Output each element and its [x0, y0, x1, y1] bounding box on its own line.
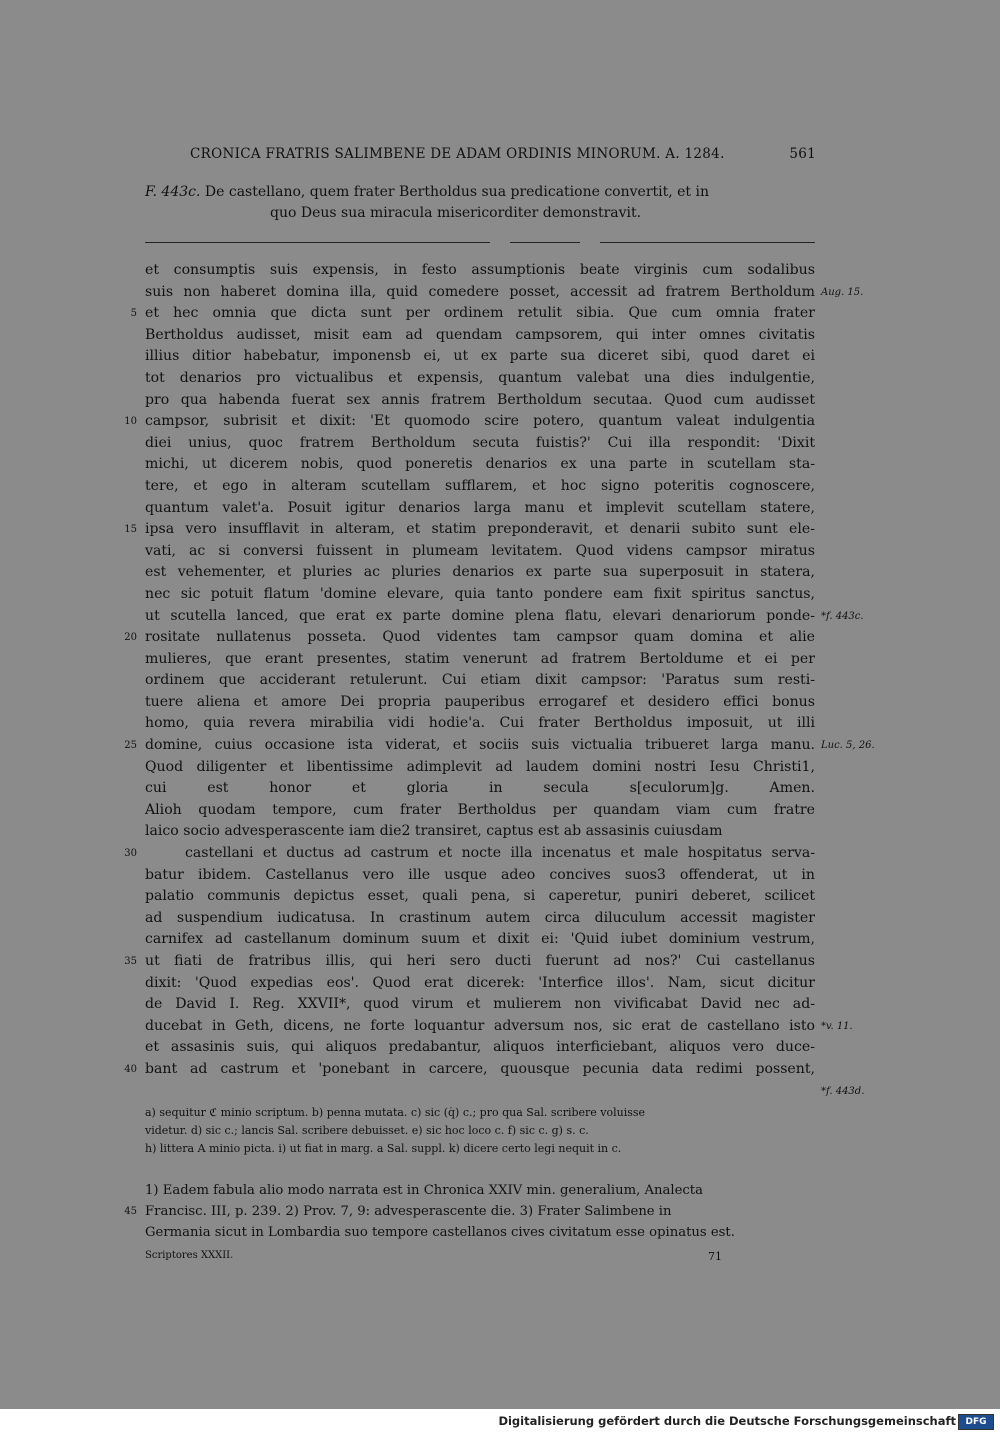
- line-text: Bertholdus audisset, misit eam ad quendam campsorem, qui inter omnes civitatis: [145, 326, 815, 343]
- line-text: mulieres, que erant presentes, statim venerunt ad fratrem Bertoldume et ei per: [145, 650, 815, 667]
- running-title: CRONICA FRATRIS SALIMBENE DE ADAM ORDINIS MINORUM. A. 1284.: [190, 146, 725, 162]
- text-line: [145, 908, 815, 930]
- main-text: [124, 260, 875, 1097]
- line-text: castellani et ductus ad castrum et nocte illa incenatus et male hospitatus serva-: [185, 845, 815, 862]
- margin-note: *v. 11.: [821, 1020, 853, 1032]
- divider-rule: [510, 242, 580, 243]
- text-line: [145, 368, 815, 390]
- text-line: [124, 1059, 865, 1097]
- line-text: Alioh quodam tempore, cum frater Bertholdus per quandam viam cum fratre: [145, 801, 815, 818]
- text-line: [145, 973, 815, 995]
- line-text: dixit: 'Quod expedias eos'. Quod erat dicerek: 'Interfice illos'. Nam, sicut dicitur: [145, 974, 815, 991]
- text-line: [145, 498, 815, 520]
- line-number: 10: [124, 416, 137, 428]
- apparatus-line: videtur. d) sic c.; lancis Sal. scribere debuisset. e) sic hoc loco c. f) sic c. g) s. c.: [145, 1124, 589, 1137]
- line-text: diei unius, quoc fratrem Bertholdum secuta fuistis?' Cui illa respondit: 'Dixit: [145, 434, 815, 451]
- line-text: de David I. Reg. XXVII*, quod virum et mulierem non vivificabat David nec ad-: [145, 996, 815, 1013]
- text-line: [145, 649, 815, 671]
- line-text: pro qua habenda fuerat sex annis fratrem Bertholdum secutaa. Quod cum audisset: [145, 391, 815, 408]
- line-text: est vehementer, et pluries ac pluries denarios ex parte sua superposuit in statera,: [145, 564, 815, 581]
- line-text: tuere aliena et amore Dei propria pauperibus errogaref et desidero effici bonus: [145, 693, 815, 710]
- text-line: [130, 303, 815, 325]
- divider-rule: [600, 242, 815, 243]
- line-text: illius ditior habebatur, imponensb ei, ut ex parte sua diceret sibi, quod daret ei: [145, 348, 815, 365]
- text-line: [145, 282, 815, 304]
- line-number: 30: [124, 848, 137, 860]
- dfg-logo[interactable]: DFG: [958, 1414, 994, 1430]
- line-text: rositate nullatenus posseta. Quod videntes tam campsor quam domina et alie: [145, 629, 815, 646]
- line-text: tere, et ego in alteram scutellam sufflarem, et hoc signo poteritis cognoscere,: [145, 477, 815, 494]
- margin-note: Aug. 15.: [821, 286, 864, 298]
- line-text: homo, quia revera mirabilia vidi hodie'a. Cui frater Bertholdus imposuit, ut illi: [145, 715, 815, 732]
- text-line: [145, 886, 815, 908]
- sheet-number: 71: [708, 1250, 722, 1263]
- line-text: ut scutella lanced, que erat ex parte domine plena flatu, elevari denariorum ponde-: [145, 607, 815, 624]
- text-line: [124, 951, 815, 973]
- text-line: [124, 843, 815, 865]
- text-line: [145, 346, 815, 368]
- line-number: 40: [124, 1063, 137, 1075]
- printer-signature: Scriptores XXXII.: [145, 1250, 234, 1261]
- line-number: 5: [130, 308, 137, 320]
- critical-apparatus: [145, 1104, 815, 1158]
- text-line: [145, 606, 815, 628]
- text-line: [145, 325, 815, 347]
- line-text: batur ibidem. Castellanus vero ille usque adeo concives suos3 offenderat, ut in: [145, 866, 815, 883]
- line-text: ducebat in Geth, dicens, ne forte loquantur adversum nos, sic erat de castellano isto: [145, 1017, 815, 1034]
- line-number: 15: [124, 524, 137, 536]
- line-text: quantum valet'a. Posuit igitur denarios larga manu et implevit scutellam statere,: [145, 499, 815, 516]
- text-line: [145, 433, 815, 455]
- line-number: 45: [124, 1206, 137, 1217]
- text-line: [145, 800, 815, 822]
- text-line: [124, 735, 815, 757]
- text-line: [145, 1016, 815, 1038]
- heading-line-1: De castellano, quem frater Bertholdus sua predicatione convertit, et in: [204, 184, 709, 200]
- divider-rule: [145, 242, 490, 243]
- text-line: [124, 519, 815, 541]
- line-text: nec sic potuit flatum 'domine elevare, quia tanto pondere eam fixit spiritus sanctus,: [145, 585, 815, 602]
- footnote-text: 1) Eadem fabula alio modo narrata est in Chronica XXIV min. generalium, Analecta: [145, 1183, 703, 1198]
- line-text: suis non haberet domina illa, quid comedere posset, accessit ad fratrem Bertholdum: [145, 283, 815, 300]
- footnote-line: [145, 1180, 815, 1201]
- line-text: vati, ac si conversi fuissent in plumeam levitatem. Quod videns campsor miratus: [145, 542, 815, 559]
- line-number: 25: [124, 740, 137, 752]
- page-number: 561: [789, 146, 816, 162]
- text-line: [145, 390, 815, 412]
- line-text: campsor, subrisit et dixit: 'Et quomodo scire potero, quantum valeat indulgentia: [145, 413, 815, 430]
- line-text: ut fiati de fratribus illis, qui heri sero ducti fuerunt ad nos?' Cui castellanus: [145, 953, 815, 969]
- text-line: [145, 692, 815, 714]
- line-text: carnifex ad castellanum dominum suum et dixit ei: 'Quid iubet dominium vestrum,: [145, 931, 815, 948]
- funding-notice: Digitalisierung gefördert durch die Deutsche Forschungsgemeinschaft: [498, 1414, 956, 1428]
- chapter-heading: [145, 182, 815, 224]
- text-line: [145, 476, 815, 498]
- line-text: ordinem que acciderant retulerunt. Cui etiam dixit campsor: 'Paratus sum resti-: [145, 672, 815, 689]
- apparatus-line: a) sequitur ℭ minio scriptum. b) penna mutata. c) sic (q̇) c.; pro qua Sal. scribere voluisse: [145, 1106, 646, 1119]
- text-line: [145, 865, 815, 887]
- line-number: 35: [124, 956, 137, 967]
- margin-note: *f. 443c.: [821, 610, 864, 622]
- text-line: [145, 821, 815, 843]
- line-text: cui est honor et gloria in secula s[eculorum]g. Amen.: [145, 780, 815, 797]
- line-text: michi, ut dicerem nobis, quod poneretis denarios ex una parte in scutellam sta-: [145, 456, 815, 473]
- text-line: [145, 778, 815, 800]
- line-text: et assasinis suis, qui aliquos predabantur, aliquos interficiebant, aliquos vero duce-: [145, 1039, 815, 1056]
- footnote-line: [145, 1222, 815, 1243]
- line-text: tot denarios pro victualibus et expensis, quantum valebat una dies indulgentie,: [145, 369, 815, 386]
- line-text: et hec omnia que dicta sunt per ordinem retulit sibia. Que cum omnia frater: [145, 305, 815, 322]
- heading-line-2: quo Deus sua miracula misericorditer demonstravit.: [270, 205, 642, 221]
- footnote-text: Francisc. III, p. 239. 2) Prov. 7, 9: advesperascente die. 3) Frater Salimbene in: [145, 1204, 672, 1219]
- line-text: ipsa vero insufflavit in alteram, et statim preponderavit, et denarii subito sunt ele-: [145, 521, 815, 538]
- line-text: laico socio advesperascente iam die2 transiret, captus est ab assasinis cuiusdam: [145, 823, 723, 840]
- text-line: [145, 670, 815, 692]
- text-line: [124, 411, 815, 433]
- text-line: [145, 562, 815, 584]
- margin-note: *f. 443d.: [821, 1085, 865, 1097]
- text-line: [145, 929, 815, 951]
- text-line: [145, 757, 815, 779]
- margin-note: Luc. 5, 26.: [821, 740, 875, 752]
- text-line: [124, 627, 815, 649]
- text-line: [145, 1037, 815, 1059]
- line-text: domine, cuius occasione ista viderat, et sociis suis victualia tribueret larga manu.: [145, 737, 815, 754]
- footnote-line: [124, 1201, 815, 1222]
- line-text: bant ad castrum et 'ponebant in carcere, quousque pecunia data redimi possent,: [145, 1060, 815, 1077]
- folio-reference: F. 443c.: [145, 184, 201, 200]
- text-line: [145, 454, 815, 476]
- footnotes: [124, 1180, 815, 1243]
- footnote-text: Germania sicut in Lombardia suo tempore castellanos cives civitatum esse opinatus est.: [145, 1225, 735, 1240]
- line-text: et consumptis suis expensis, in festo assumptionis beate virginis cum sodalibus: [145, 262, 815, 278]
- line-number: 20: [124, 632, 137, 644]
- line-text: Quod diligenter et libentissime adimplevit ad laudem domini nostri Iesu Christi1,: [145, 758, 815, 775]
- line-text: ad suspendium iudicatusa. In crastinum autem circa diluculum accessit magister: [145, 909, 815, 926]
- text-line: [145, 541, 815, 563]
- line-text: palatio communis depictus esset, quali pena, si caperetur, puniri deberet, scilicet: [145, 888, 815, 905]
- apparatus-line: h) littera A minio picta. i) ut fiat in marg. a Sal. suppl. k) dicere certo legi nequit in c.: [145, 1142, 622, 1155]
